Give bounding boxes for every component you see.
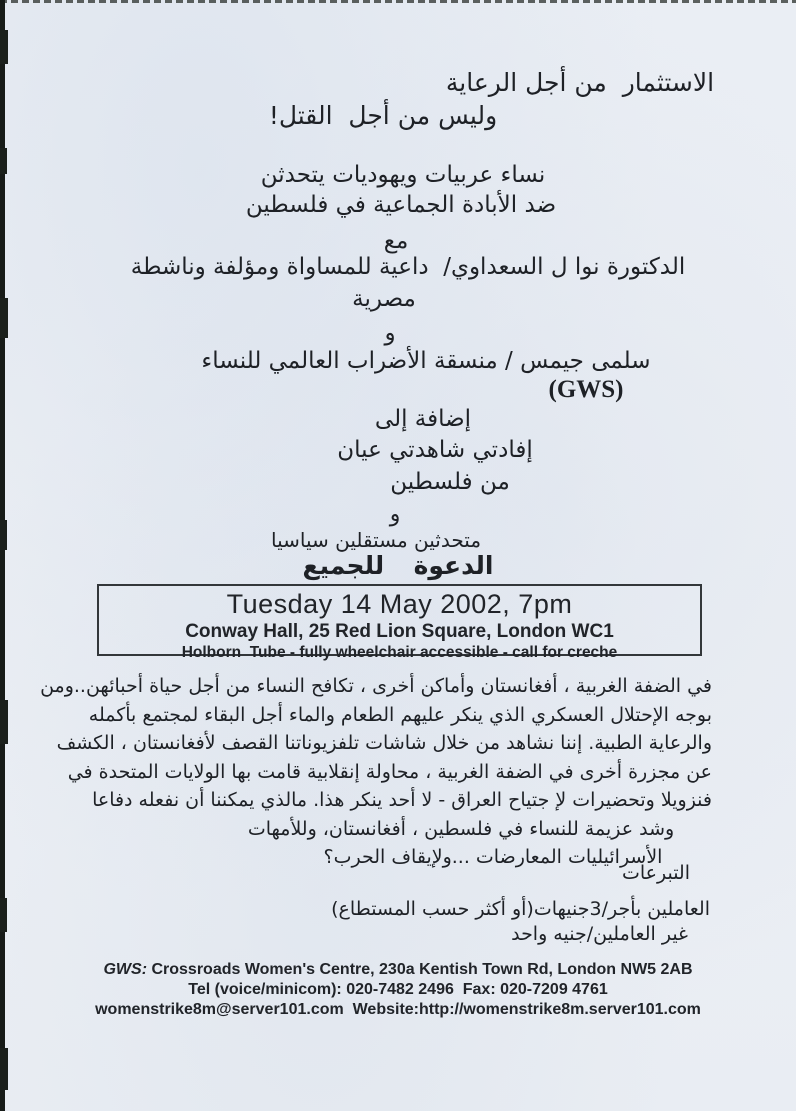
line-independent-speakers: متحدثين مستقلين سياسيا [270, 528, 482, 552]
body-line: وشد عزيمة للنساء في فلسطين ، أفغانستان، وللأمهات [247, 817, 675, 840]
event-venue: Conway Hall, 25 Red Lion Square, London WC1 [185, 621, 614, 642]
line-and-2: و [389, 502, 401, 527]
scan-edge-blob [0, 1048, 8, 1090]
headline-not-killing: وليس من أجل القتل! [268, 101, 498, 130]
footer-gws-label: GWS: [103, 961, 148, 978]
body-line: عن مجزرة أخرى في الضفة الغربية ، محاولة إنقلابية قامت بها الولايات المتحدة في [67, 760, 712, 783]
footer-phone-fax: Tel (voice/minicom): 020-7482 2496 Fax: 020-7209 4761 [188, 981, 608, 998]
line-in-addition: إضافة إلى [374, 406, 472, 432]
scan-edge-top [0, 0, 796, 3]
line-eyewitness-testimonies: إفادتي شاهدتي عيان [337, 437, 533, 463]
line-nawal-el-saadawi: الدكتورة نوا ل السعداوي/ داعية للمساواة ومؤلفة وناشطة [130, 254, 686, 280]
scan-edge-blob [0, 898, 7, 932]
event-details-box [97, 584, 702, 661]
line-egyptian: مصرية [352, 286, 416, 312]
line-from-palestine: من فلسطين [390, 469, 510, 495]
donations-waged: العاملين بأجر/3جنيهات(أو أكثر حسب المستطاع) [331, 898, 710, 920]
line-against-genocide: ضد الأبادة الجماعية في فلسطين [245, 192, 557, 218]
line-gws-abbrev: (GWS) [548, 376, 624, 403]
line-with: مع [383, 228, 409, 254]
footer-address-line [0, 961, 796, 979]
scan-edge-blob [0, 700, 8, 744]
body-line: في الضفة الغربية ، أفغانستان وأماكن أخرى ، تكافح النساء من أجل حياة أحبائهن..ومن [40, 675, 712, 697]
line-selma-james: سلمى جيمس / منسقة الأضراب العالمي للنساء [201, 348, 651, 374]
line-invitation-to-all: الدعوة للجميع [302, 551, 494, 580]
event-access-info: Holborn Tube - fully wheelchair accessible - call for creche [181, 644, 618, 661]
event-datetime: Tuesday 14 May 2002, 7pm [226, 589, 573, 619]
line-arab-jewish-women: نساء عربيات ويهوديات يتحدثن [260, 162, 546, 188]
footer-address: Crossroads Women's Centre, 230a Kentish Town Rd, London NW5 2AB [147, 961, 693, 978]
body-line: الأسرائيليات المعارضات ...ولإيقاف الحرب؟ [323, 846, 663, 868]
body-line: والرعاية الطبية. إننا نشاهد من خلال شاشات تلفزيوناتنا القصف لأفغانستان ، الكشف [56, 732, 712, 754]
headline-invest-in-caring: الاستثمار من أجل الرعاية [445, 68, 715, 97]
body-line: بوجه الإحتلال العسكري الذي ينكر عليهم الطعام والماء أجل البقاء لمجتمع بأكمله [88, 703, 712, 726]
body-line: فنزويلا وتحضيرات لإ جتياح العراق - لا أحد ينكر هذا. مالذي يمكننا أن نفعله دفاعا [92, 789, 712, 811]
body-paragraph [40, 672, 712, 872]
line-and-1: و [384, 320, 396, 346]
donations-title: التبرعات [621, 862, 690, 884]
footer-email-website: womenstrike8m@server101.com Website:http://womenstrike8m.server101.com [95, 1001, 701, 1018]
donations-unwaged: غير العاملين/جنيه واحد [511, 923, 688, 945]
scan-edge-blob [0, 30, 8, 64]
